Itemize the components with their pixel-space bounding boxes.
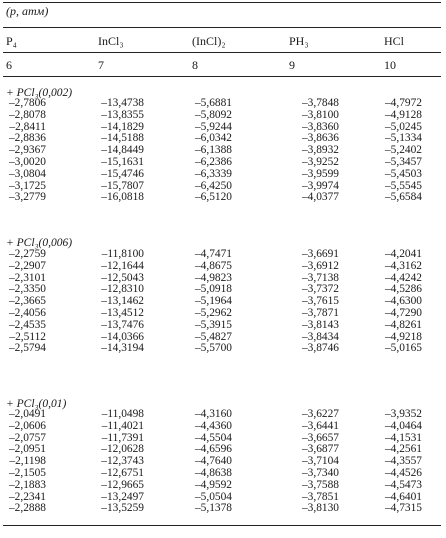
table-cell: –11,0498	[101, 408, 144, 420]
table-cell: –3,7851	[301, 490, 339, 503]
table-cell: –2,1883	[8, 478, 46, 491]
table-cell: –14,1829	[101, 120, 144, 133]
table-cell: –14,8449	[101, 144, 144, 157]
table-cell: –4,8638	[194, 466, 232, 479]
table-cell: –12,0628	[101, 443, 144, 456]
table-cell: –4,7640	[194, 455, 232, 468]
header-bottom-rule	[3, 76, 441, 77]
table-cell: –4,3162	[384, 259, 422, 272]
table-cell: –5,0165	[384, 342, 422, 355]
table-cell: –5,3457	[384, 155, 422, 168]
table-cell: –4,0464	[384, 419, 422, 432]
table-cell: –3,8100	[301, 108, 339, 121]
table-cell: –12,1644	[101, 259, 144, 272]
table-cell: –3,8932	[301, 144, 339, 157]
table-cell: –14,3194	[101, 342, 144, 355]
table-cell: –4,6596	[194, 443, 232, 456]
table-cell: –5,2402	[384, 144, 422, 157]
table-cell: –4,8261	[384, 318, 422, 331]
table-cell: –13,5259	[101, 502, 144, 515]
table-cell: –16,0818	[101, 191, 144, 204]
table-cell: –5,1378	[194, 502, 232, 515]
table-cell: –2,9367	[8, 144, 46, 157]
block3-col-incl2	[190, 409, 232, 515]
table-cell: –3,7104	[301, 455, 339, 468]
col-header-p4: P₄	[6, 34, 17, 48]
table-cell: –13,8355	[101, 108, 144, 121]
table-cell: –4,7315	[384, 502, 422, 515]
table-cell: –3,6912	[301, 259, 339, 272]
table-cell: –4,5286	[384, 283, 422, 296]
table-cell: –4,1531	[384, 431, 422, 444]
table-cell: –2,7806	[8, 97, 46, 109]
table-cell: –11,7391	[101, 431, 144, 444]
table-cell: –4,9128	[384, 108, 422, 121]
table-cell: –5,3915	[194, 318, 232, 331]
block1-col-incl3	[92, 98, 144, 204]
table-cell: –4,8675	[194, 259, 232, 272]
block2-col-p4	[4, 249, 46, 355]
block2-col-incl3	[92, 249, 144, 355]
table-cell: –12,9665	[101, 478, 144, 491]
block2-col-hcl	[374, 249, 422, 355]
table-cell: –5,5700	[194, 342, 232, 355]
table-cell: –2,0606	[8, 419, 46, 432]
top-rule	[3, 2, 441, 3]
table-cell: –5,4503	[384, 167, 422, 180]
table-cell: –4,3160	[194, 408, 232, 420]
block3-col-p4	[4, 409, 46, 515]
units-label: (p, атм)	[6, 4, 49, 18]
table-cell: –2,3101	[8, 271, 46, 284]
table-cell: –5,5545	[384, 179, 422, 192]
table-cell: –12,6751	[101, 466, 144, 479]
col-header-incl2: (InCl)₂	[192, 34, 226, 48]
table-cell: –3,6441	[301, 419, 339, 432]
table-cell: –3,9974	[301, 179, 339, 192]
block1-col-hcl	[374, 98, 422, 204]
col-header-incl3: InCl₃	[98, 34, 124, 48]
table-cell: –5,6881	[194, 97, 232, 109]
table-cell: –6,2386	[194, 155, 232, 168]
table-cell: –3,8746	[301, 342, 339, 355]
table-cell: –3,6877	[301, 443, 339, 456]
table-cell: –2,1505	[8, 466, 46, 479]
table-cell: –5,4827	[194, 330, 232, 343]
col-index-7: 7	[98, 58, 104, 72]
header-index-divider	[3, 52, 441, 53]
table-cell: –4,3557	[384, 455, 422, 468]
table-cell: –4,5473	[384, 478, 422, 491]
table-cell: –5,2962	[194, 306, 232, 319]
table-cell: –12,8310	[101, 283, 144, 296]
block3-col-incl3	[92, 409, 144, 515]
table-cell: –4,9823	[194, 271, 232, 284]
table-cell: –3,1725	[8, 179, 46, 192]
table-cell: –3,7372	[301, 283, 339, 296]
table-cell: –6,1388	[194, 144, 232, 157]
block-title-pcl3-001: + PCl₃(0,01)	[6, 398, 67, 410]
table-cell: –5,1334	[384, 132, 422, 145]
col-index-10: 10	[384, 58, 396, 72]
table-cell: –5,0245	[384, 120, 422, 133]
table-cell: –5,0504	[194, 490, 232, 503]
col-index-9: 9	[289, 58, 295, 72]
block1-col-ph3	[296, 98, 339, 204]
table-cell: –5,8092	[194, 108, 232, 121]
block3-col-ph3	[296, 409, 339, 515]
table-cell: –3,8360	[301, 120, 339, 133]
table-cell: –6,4250	[194, 179, 232, 192]
table-cell: –2,8078	[8, 108, 46, 121]
table-cell: –4,0377	[301, 191, 339, 204]
table-cell: –6,5120	[194, 191, 232, 204]
block2-col-ph3	[296, 249, 339, 355]
table-cell: –3,0804	[8, 167, 46, 180]
table-cell: –2,0951	[8, 443, 46, 456]
table-cell: –15,7807	[101, 179, 144, 192]
table-cell: –3,6691	[301, 248, 339, 260]
table-cell: –3,9252	[301, 155, 339, 168]
table-cell: –13,4512	[101, 306, 144, 319]
table-cell: –2,2907	[8, 259, 46, 272]
table-cell: –4,9218	[384, 330, 422, 343]
table-cell: –3,9599	[301, 167, 339, 180]
table-cell: –5,0918	[194, 283, 232, 296]
table-cell: –3,6657	[301, 431, 339, 444]
table-cell: –2,8836	[8, 132, 46, 145]
table-cell: –14,0366	[101, 330, 144, 343]
table-cell: –3,7615	[301, 295, 339, 308]
table-cell: –2,2341	[8, 490, 46, 503]
block2-col-incl2	[190, 249, 232, 355]
table-cell: –4,6401	[384, 490, 422, 503]
col-header-hcl: HCl	[384, 34, 405, 48]
table-cell: –3,7871	[301, 306, 339, 319]
table-cell: –4,7972	[384, 97, 422, 109]
table-cell: –2,0757	[8, 431, 46, 444]
table-cell: –2,3350	[8, 283, 46, 296]
table-cell: –4,5504	[194, 431, 232, 444]
block1-col-p4	[4, 98, 46, 204]
table-cell: –2,5112	[9, 330, 46, 343]
table-cell: –4,4526	[384, 466, 422, 479]
table-cell: –2,1198	[9, 455, 46, 468]
table-cell: –6,3339	[194, 167, 232, 180]
block-title-pcl3-0006: + PCl₃(0,006)	[6, 237, 73, 249]
table-cell: –3,7340	[301, 466, 339, 479]
table-cell: –4,6300	[384, 295, 422, 308]
table-cell: –3,8636	[301, 132, 339, 145]
table-cell: –3,7588	[301, 478, 339, 491]
table-cell: –3,7138	[301, 271, 339, 284]
table-cell: –4,7290	[384, 306, 422, 319]
table-cell: –2,5794	[8, 342, 46, 355]
block3-col-hcl	[374, 409, 422, 515]
col-index-6: 6	[6, 58, 12, 72]
block1-col-incl2	[190, 98, 232, 204]
table-cell: –3,8434	[301, 330, 339, 343]
table-cell: –4,4242	[384, 271, 422, 284]
bottom-rule	[3, 525, 441, 526]
table-cell: –12,5043	[101, 271, 144, 284]
header-divider	[3, 27, 441, 28]
table-cell: –11,8100	[101, 248, 144, 260]
table-cell: –3,7848	[301, 97, 339, 109]
table-cell: –2,8411	[9, 120, 46, 133]
table-cell: –3,9352	[384, 408, 422, 420]
table-cell: –13,4738	[101, 97, 144, 109]
table-cell: –6,0342	[194, 132, 232, 145]
table-cell: –2,2888	[8, 502, 46, 515]
block-title-pcl3-0002: + PCl₃(0,002)	[6, 87, 73, 99]
table-cell: –3,8130	[301, 502, 339, 515]
table-cell: –4,7471	[194, 248, 232, 260]
table-cell: –3,0020	[8, 155, 46, 168]
table-cell: –3,2779	[8, 191, 46, 204]
table-cell: –13,2497	[101, 490, 144, 503]
table-cell: –13,1462	[101, 295, 144, 308]
table-cell: –2,0491	[8, 408, 46, 420]
table-cell: –3,8143	[301, 318, 339, 331]
table-cell: –2,3665	[8, 295, 46, 308]
table-cell: –2,2759	[8, 248, 46, 260]
col-header-ph3: PH₃	[289, 34, 309, 48]
table-cell: –5,1964	[194, 295, 232, 308]
table-cell: –12,3743	[101, 455, 144, 468]
table-cell: –2,4056	[8, 306, 46, 319]
table-cell: –15,4746	[101, 167, 144, 180]
table-cell: –4,4360	[194, 419, 232, 432]
table-cell: –2,4535	[8, 318, 46, 331]
table-cell: –5,6584	[384, 191, 422, 204]
table-cell: –3,6227	[301, 408, 339, 420]
table-cell: –4,2041	[384, 248, 422, 260]
table-cell: –4,9592	[194, 478, 232, 491]
table-cell: –13,7476	[101, 318, 144, 331]
table-cell: –15,1631	[101, 155, 144, 168]
table-cell: –5,9244	[194, 120, 232, 133]
table-cell: –14,5188	[101, 132, 144, 145]
table-cell: –11,4021	[101, 419, 144, 432]
col-index-8: 8	[192, 58, 198, 72]
table-cell: –4,2561	[384, 443, 422, 456]
